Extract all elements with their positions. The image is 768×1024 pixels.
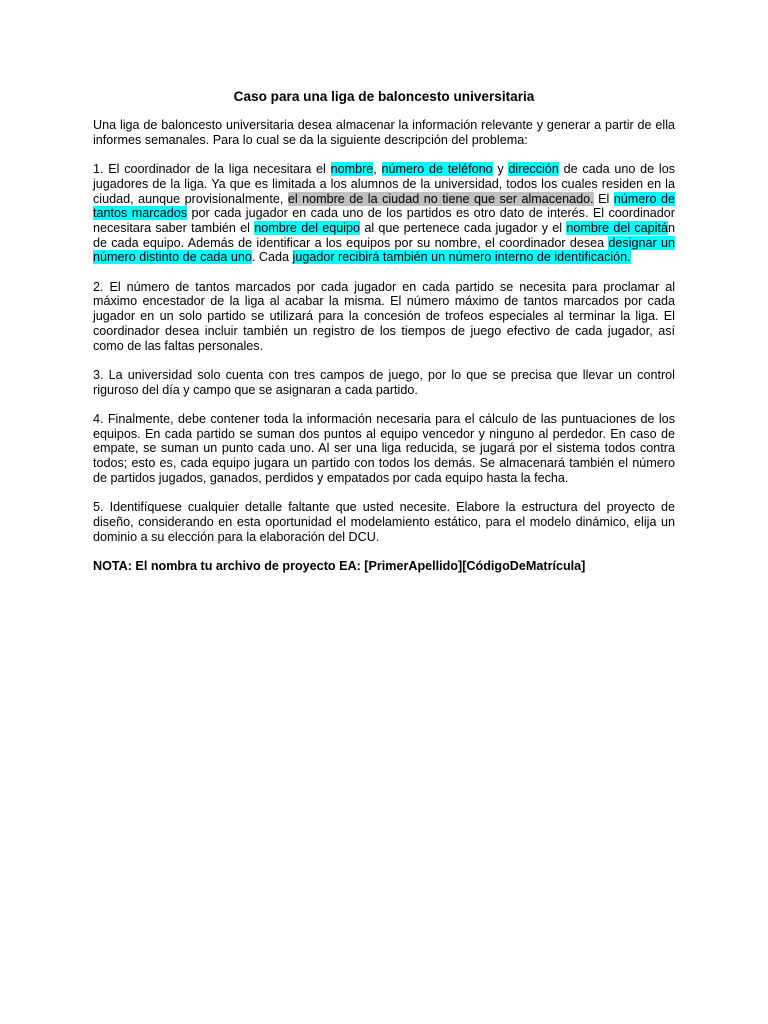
paragraph-5: 5. Identifíquese cualquier detalle faltante que usted necesite. Elabore la estructura del proyecto de diseño, considerando en esta oportunidad el modelamiento estático, para el modelo dinámico, elija un dominio a su elección para la elaboración del DCU.	[93, 500, 675, 544]
highlight-direccion: dirección	[508, 162, 559, 177]
paragraph-4: 4. Finalmente, debe contener toda la información necesaria para el cálculo de las puntuaciones de los equipos. En cada partido se suman dos puntos al equipo vencedor y ninguno al perdedor. En caso de empate, se suman un punto cada uno. Al ser una liga reducida, se jugará por el sistema todos contra todos; esto es, cada equipo jugara un partido con todos los demás. Se almacenará también el número de partidos jugados, ganados, perdidos y empatados por cada equipo hasta la fecha.	[93, 412, 675, 485]
paragraph-3: 3. La universidad solo cuenta con tres campos de juego, por lo que se precisa que llevar un control riguroso del día y campo que se asignaran a cada partido.	[93, 367, 675, 397]
p1-text-4: de cada uno de los jugadores de la liga. Ya que es limitada a los alumnos de la universidad, todos los cuales residen en la ciudad, aunque provisionalmente,	[93, 162, 676, 206]
highlight-capitan: nombre del capitá	[566, 220, 668, 235]
highlight-tantos: número de tantos marcados	[93, 191, 675, 221]
p1-text-2: ,	[373, 162, 382, 177]
highlight-numero-distinto: designar un número distinto de cada uno	[93, 235, 675, 265]
highlight-ciudad: el nombre de la ciudad no tiene que ser almacenado.	[287, 191, 594, 206]
highlight-nombre: nombre	[330, 162, 374, 177]
p1-text-7: al que pertenece cada jugador y el	[360, 220, 567, 235]
document-title: Caso para una liga de baloncesto universitaria	[233, 89, 535, 104]
highlight-telefono: número de teléfono	[381, 162, 493, 177]
paragraph-1	[93, 162, 675, 265]
p1-text-3: y	[492, 162, 509, 177]
p1-text-8: n de cada equipo. Además de identificar a los equipos por su nombre, el coordinador desea	[93, 220, 675, 250]
p1-text-9: . Cada	[251, 250, 293, 265]
p1-text-6: por cada jugador en cada uno de los partidos es otro dato de interés. El coordinador necesitara saber también el	[93, 206, 675, 235]
note-paragraph: NOTA: El nombra tu archivo de proyecto EA: [PrimerApellido][CódigoDeMatrícula]	[93, 559, 586, 573]
highlight-equipo: nombre del equipo	[254, 220, 361, 235]
document-page	[93, 89, 675, 588]
p1-text-1: 1. El coordinador de la liga necesitara el	[93, 162, 331, 177]
highlight-numero-interno: jugador recibirá también un número interno de identificación.	[292, 250, 631, 265]
intro-paragraph: Una liga de baloncesto universitaria desea almacenar la información relevante y generar a partir de ella informes semanales. Para lo cual se da la siguiente descripción del problema:	[93, 118, 675, 147]
p1-text-5: El	[593, 191, 614, 206]
paragraph-2: 2. El número de tantos marcados por cada jugador en cada partido se necesita para proclamar al máximo encestador de la liga al acabar la misma. El número máximo de tantos marcados por cada jugador en un solo partido se utilizará para la concesión de trofeos especiales al terminar la liga. El coordinador desea incluir también un registro de los tiempos de juego efectivo de cada jugador, así como de las faltas personales.	[93, 279, 675, 353]
